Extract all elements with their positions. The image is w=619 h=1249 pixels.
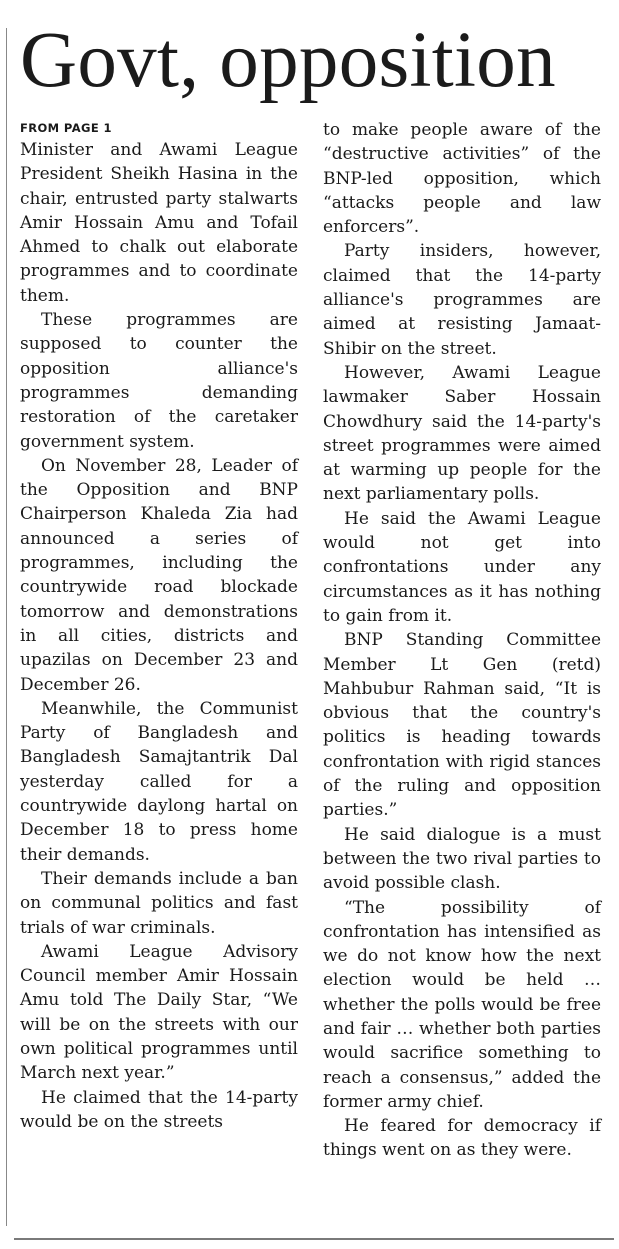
- paragraph: These programmes are supposed to counter the opposition alliance's programmes demanding restoration of the caretaker government system.: [20, 310, 298, 452]
- left-border-rule: [6, 28, 7, 1226]
- paragraph: However, Awami League lawmaker Saber Hossain Chowdhury said the 14-party's street programmes were aimed at warming up people for the next parliamentary polls.: [323, 362, 601, 505]
- paragraph: “The possibility of confrontation has intensified as we do not know how the next election would be held … whether the polls would be free and fair … whether both parties would sacrifice something to reach a consensus,” added the former army chief.: [323, 897, 601, 1112]
- paragraph: BNP Standing Committee Member Lt Gen (retd) Mahbubur Rahman said, “It is obvious that the country's politics is heading towards confrontation with rigid stances of the ruling and opposition parties.”: [323, 630, 601, 821]
- paragraph: He claimed that the 14-party would be on the streets: [20, 1087, 298, 1132]
- left-column: [20, 118, 298, 1134]
- paragraph: He said the Awami League would not get into confrontations under any circumstances as it has nothing to gain from it.: [323, 508, 601, 626]
- paragraph: Awami League Advisory Council member Amir Hossain Amu told The Daily Star, “We will be on the streets with our own political programmes until March next year.”: [20, 941, 298, 1084]
- paragraph: He said dialogue is a must between the two rival parties to avoid possible clash.: [323, 824, 601, 894]
- paragraph: to make people aware of the “destructive activities” of the BNP-led opposition, which “attacks people and law enforcers”.: [323, 120, 601, 238]
- paragraph: Minister and Awami League President Sheikh Hasina in the chair, entrusted party stalwarts Amir Hossain Amu and Tofail Ahmed to chalk out elaborate programmes and to coordinate them.: [20, 140, 298, 306]
- bottom-rule: [14, 1238, 614, 1240]
- kicker: FROM PAGE 1: [20, 121, 112, 135]
- paragraph: Their demands include a ban on communal politics and fast trials of war criminals.: [20, 868, 298, 938]
- right-column: [323, 118, 601, 1163]
- paragraph: Meanwhile, the Communist Party of Bangladesh and Bangladesh Samajtantrik Dal yesterday called for a countrywide daylong hartal on December 18 to press home their demands.: [20, 698, 298, 865]
- paragraph: Party insiders, however, claimed that the 14-party alliance's programmes are aimed at resisting Jamaat-Shibir on the street.: [323, 241, 601, 359]
- paragraph: He feared for democracy if things went on as they were.: [323, 1116, 601, 1161]
- headline: Govt, opposition: [20, 17, 556, 104]
- paragraph: On November 28, Leader of the Opposition and BNP Chairperson Khaleda Zia had announced a series of programmes, including the countrywide road blockade tomorrow and demonstrations in all cities, districts and upazilas on December 23 and December 26.: [20, 455, 298, 695]
